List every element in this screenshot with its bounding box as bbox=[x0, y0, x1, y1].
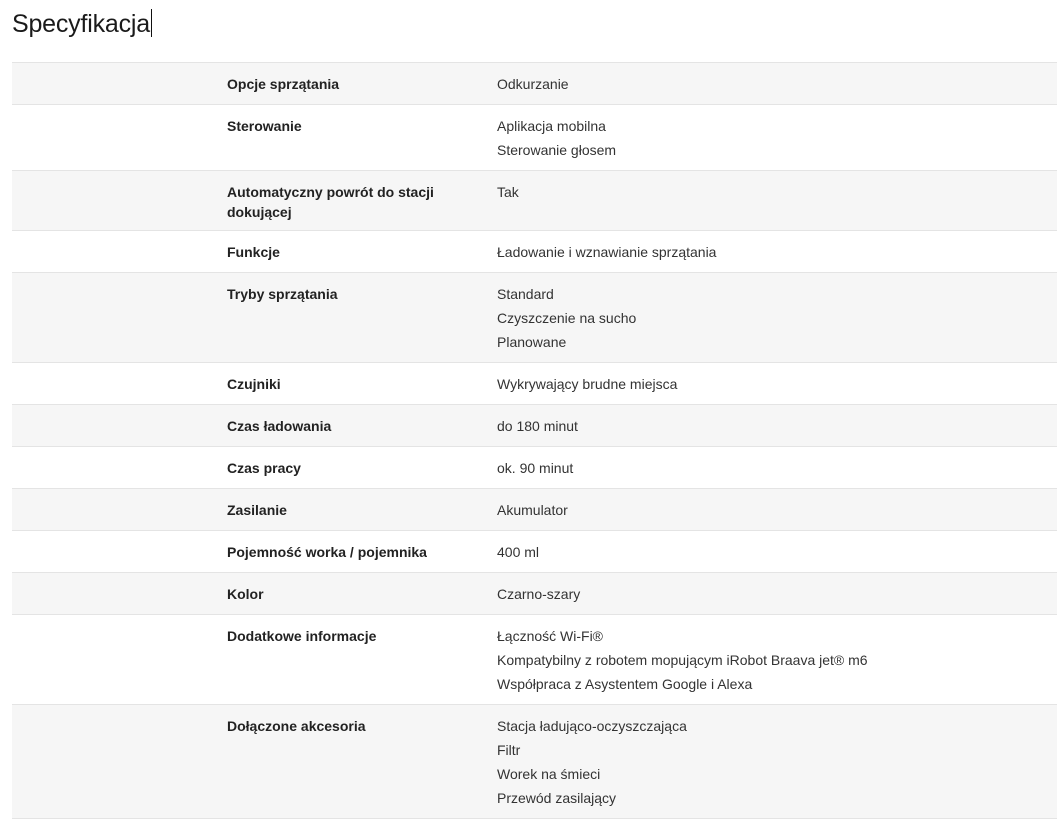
spec-label: Automatyczny powrót do stacji dokującej bbox=[12, 171, 497, 231]
spec-value-cell bbox=[497, 105, 1057, 171]
page-title bbox=[12, 6, 152, 42]
spec-value: ok. 90 minut bbox=[497, 460, 574, 476]
spec-value: Łączność Wi-Fi® bbox=[497, 628, 603, 644]
spec-value: 400 ml bbox=[497, 544, 540, 560]
spec-value: Filtr bbox=[497, 742, 521, 758]
spec-value: Przewód zasilający bbox=[497, 790, 617, 806]
spec-value-cell bbox=[497, 615, 1057, 705]
spec-value-cell bbox=[497, 405, 1057, 447]
spec-value: Czarno-szary bbox=[497, 586, 581, 602]
spec-value: Aplikacja mobilna bbox=[497, 118, 606, 134]
spec-row bbox=[12, 405, 1057, 447]
spec-value-cell bbox=[497, 231, 1057, 273]
spec-label: Czujniki bbox=[12, 363, 497, 405]
spec-value-cell bbox=[497, 489, 1057, 531]
spec-value: Akumulator bbox=[497, 502, 568, 518]
spec-table bbox=[12, 62, 1057, 819]
spec-table-body bbox=[12, 63, 1057, 819]
spec-value: Odkurzanie bbox=[497, 76, 569, 92]
spec-label: Kolor bbox=[12, 573, 497, 615]
spec-value: do 180 minut bbox=[497, 418, 578, 434]
spec-row bbox=[12, 447, 1057, 489]
spec-value: Wykrywający brudne miejsca bbox=[497, 376, 678, 392]
spec-row bbox=[12, 273, 1057, 363]
spec-row bbox=[12, 489, 1057, 531]
spec-row bbox=[12, 231, 1057, 273]
spec-row bbox=[12, 171, 1057, 231]
spec-value: Współpraca z Asystentem Google i Alexa bbox=[497, 676, 753, 692]
spec-value-cell bbox=[497, 273, 1057, 363]
spec-value-cell bbox=[497, 171, 1057, 231]
text-cursor bbox=[151, 9, 152, 37]
spec-value: Sterowanie głosem bbox=[497, 142, 617, 158]
spec-label: Dodatkowe informacje bbox=[12, 615, 497, 705]
spec-label: Funkcje bbox=[12, 231, 497, 273]
spec-row bbox=[12, 105, 1057, 171]
spec-value-cell bbox=[497, 447, 1057, 489]
spec-label: Dołączone akcesoria bbox=[12, 705, 497, 819]
spec-label: Tryby sprzątania bbox=[12, 273, 497, 363]
spec-value: Ładowanie i wznawianie sprzątania bbox=[497, 244, 717, 260]
spec-row bbox=[12, 615, 1057, 705]
spec-row bbox=[12, 531, 1057, 573]
spec-value-cell bbox=[497, 573, 1057, 615]
spec-value: Stacja ładująco-oczyszczająca bbox=[497, 718, 687, 734]
spec-value-cell bbox=[497, 705, 1057, 819]
spec-value: Czyszczenie na sucho bbox=[497, 310, 637, 326]
spec-value: Kompatybilny z robotem mopującym iRobot Braava jet® m6 bbox=[497, 652, 868, 668]
spec-row bbox=[12, 573, 1057, 615]
spec-value-cell bbox=[497, 531, 1057, 573]
spec-value: Tak bbox=[497, 184, 519, 200]
spec-label: Zasilanie bbox=[12, 489, 497, 531]
spec-row bbox=[12, 63, 1057, 105]
spec-value: Planowane bbox=[497, 334, 567, 350]
page-title-text: Specyfikacja bbox=[12, 10, 150, 38]
spec-label: Czas pracy bbox=[12, 447, 497, 489]
spec-row bbox=[12, 705, 1057, 819]
spec-label: Sterowanie bbox=[12, 105, 497, 171]
spec-label: Pojemność worka / pojemnika bbox=[12, 531, 497, 573]
spec-value: Standard bbox=[497, 286, 554, 302]
spec-label: Czas ładowania bbox=[12, 405, 497, 447]
spec-value-cell bbox=[497, 63, 1057, 105]
spec-value: Worek na śmieci bbox=[497, 766, 601, 782]
spec-label: Opcje sprzątania bbox=[12, 63, 497, 105]
spec-value-cell bbox=[497, 363, 1057, 405]
spec-row bbox=[12, 363, 1057, 405]
